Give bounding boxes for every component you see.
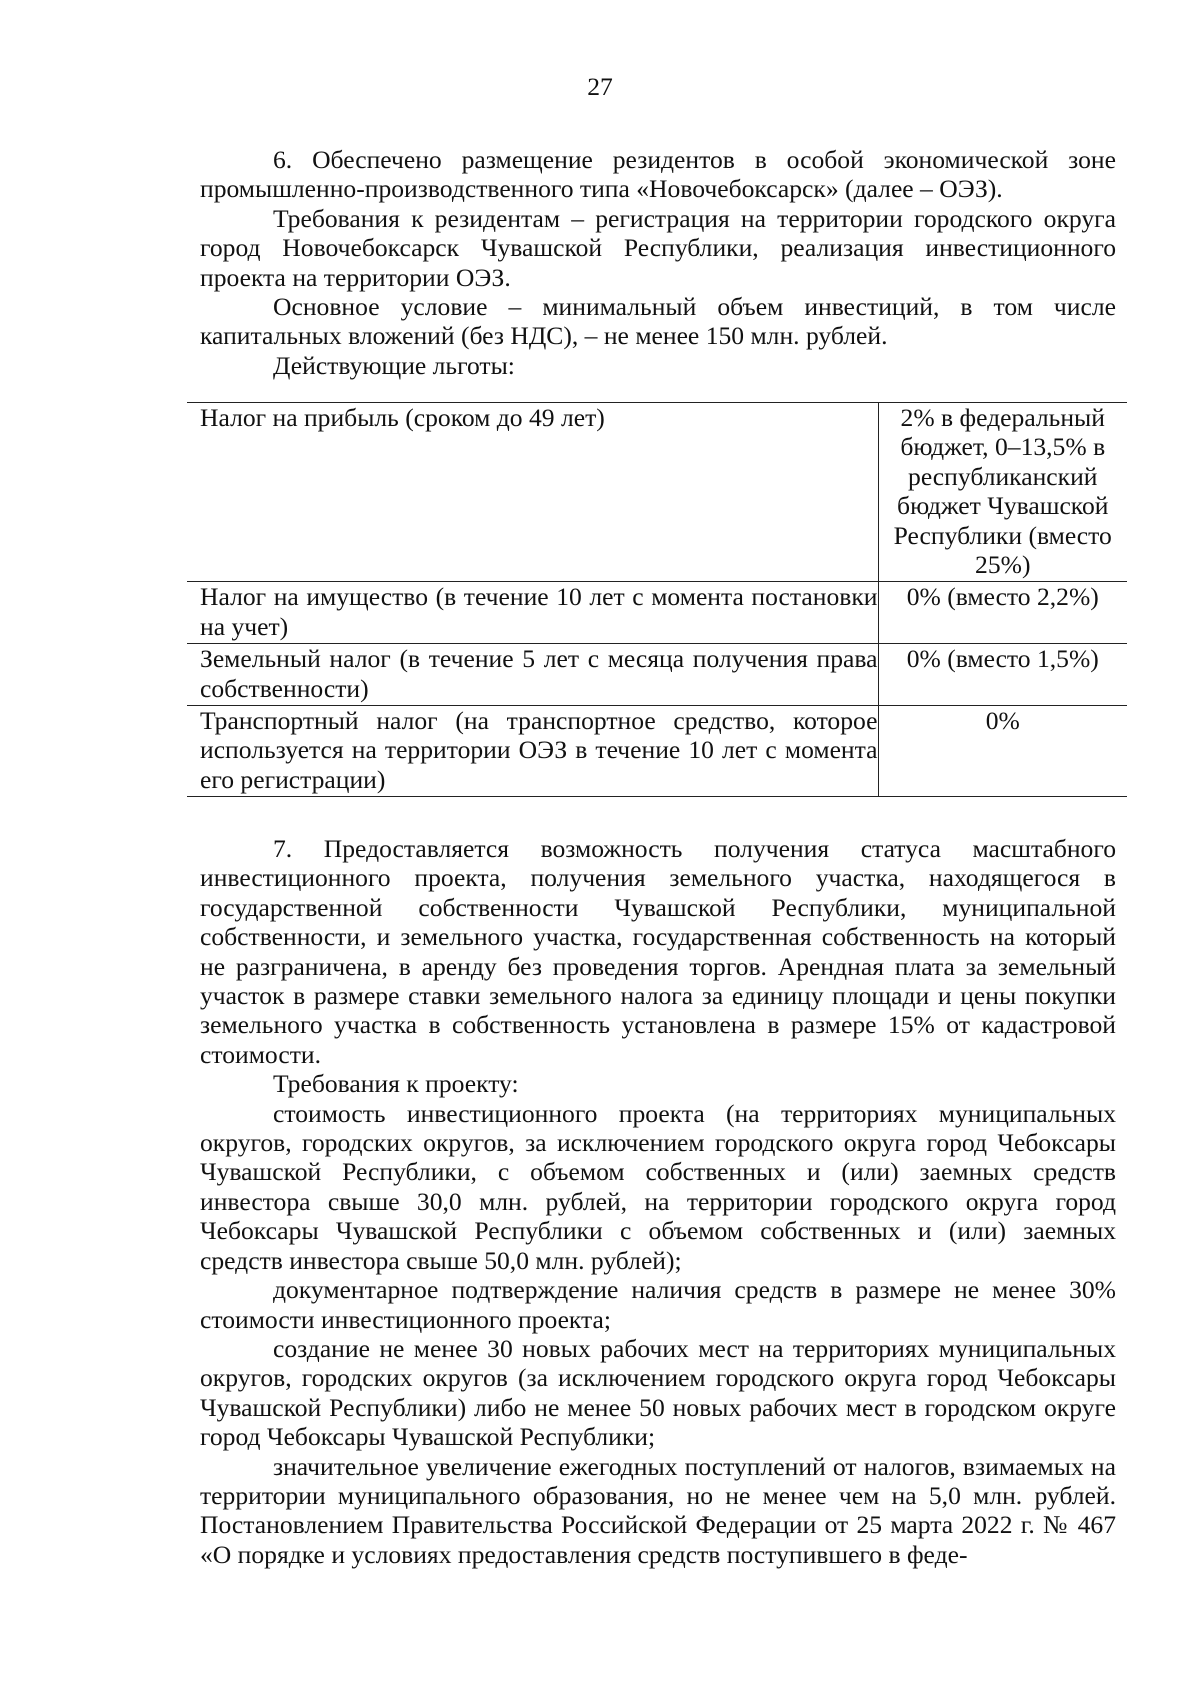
tax-name-cell: Налог на прибыль (сроком до 49 лет) <box>187 403 878 582</box>
table-row <box>187 644 1127 706</box>
table-row <box>187 706 1127 797</box>
section-7 <box>200 834 1116 1569</box>
tax-name-cell: Земельный налог (в течение 5 лет с месяца получения права собственности) <box>187 644 878 706</box>
tax-rate-cell: 0% (вместо 1,5%) <box>878 644 1127 706</box>
paragraph: Основное условие – минимальный объем инвестиций, в том числе капитальных вложений (без НДС), – не менее 150 млн. рублей. <box>200 292 1116 351</box>
section-6 <box>200 145 1116 380</box>
tax-name-cell: Налог на имущество (в течение 10 лет с момента постановки на учет) <box>187 582 878 644</box>
tax-rate-cell: 0% (вместо 2,2%) <box>878 582 1127 644</box>
paragraph: 7. Предоставляется возможность получения статуса масштабного инвестиционного проекта, получения земельного участка, находящегося в государственной собственности Чувашской Республики, муниципальной собственности, и земельного участка, государственная собственность на который не разграничена, в аренду без проведения торгов. Арендная плата за земельный участок в размере ставки земельного налога за единицу площади и цены покупки земельного участка в собственность установлена в размере 15% от кадастровой стоимости. <box>200 834 1116 1069</box>
paragraph: 6. Обеспечено размещение резидентов в особой экономической зоне промышленно-производственного типа «Новочебоксарск» (далее – ОЭЗ). <box>200 145 1116 204</box>
tax-rate-cell: 0% <box>878 706 1127 797</box>
paragraph: Требования к резидентам – регистрация на территории городского округа город Новочебоксарск Чувашской Республики, реализация инвестиционного проекта на территории ОЭЗ. <box>200 203 1116 292</box>
benefits-table <box>187 402 1127 797</box>
page-number: 27 <box>587 72 613 101</box>
table-row <box>187 403 1127 582</box>
paragraph: документарное подтверждение наличия средств в размере не менее 30% стоимости инвестиционного проекта; <box>200 1275 1116 1334</box>
tax-name-cell: Транспортный налог (на транспортное средство, которое используется на территории ОЭЗ в течение 10 лет с момента его регистрации) <box>187 706 878 797</box>
paragraph: создание не менее 30 новых рабочих мест на территориях муниципальных округов, городских округов (за исключением городского округа город Чебоксары Чувашской Республики) либо не менее 50 новых рабочих мест в городском округе город Чебоксары Чувашской Республики; <box>200 1333 1116 1452</box>
paragraph: значительное увеличение ежегодных поступлений от налогов, взимаемых на территории муниципального образования, но не менее чем на 5,0 млн. рублей. Постановлением Правительства Российской Федерации от 25 марта 2022 г. № 467 «О порядке и условиях предоставления средств поступившего в феде- <box>200 1451 1116 1569</box>
paragraph: стоимость инвестиционного проекта (на территориях муниципальных округов, городских округов, за исключением городского округа город Чебоксары Чувашской Республики, с объемом собственных и (или) заемных средств инвестора свыше 30,0 млн. рублей, на территории городского округа город Чебоксары Чувашской Республики с объемом собственных и (или) заемных средств инвестора свыше 50,0 млн. рублей); <box>200 1098 1116 1275</box>
paragraph: Действующие льготы: <box>273 350 515 380</box>
paragraph: Требования к проекту: <box>273 1069 519 1099</box>
tax-rate-cell: 2% в федеральный бюджет, 0–13,5% в республиканский бюджет Чувашской Республики (вместо 25%) <box>878 403 1127 582</box>
table-row <box>187 582 1127 644</box>
